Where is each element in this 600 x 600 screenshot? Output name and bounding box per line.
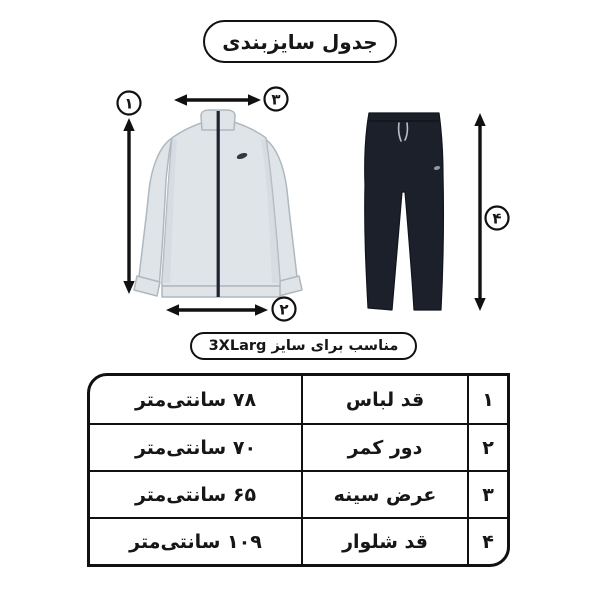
size-chart-title: [203, 20, 397, 63]
callout-3: [265, 88, 288, 111]
table-row: [90, 423, 507, 470]
measure-label-cell: دور کمر: [301, 425, 467, 470]
measure-value-cell: ۱۰۹ سانتی‌متر: [129, 530, 262, 553]
size-note: [190, 332, 417, 360]
row-number-cell: ۴: [467, 519, 507, 564]
row-number-cell: ۳: [467, 472, 507, 517]
measure-label-cell: قد شلوار: [301, 519, 467, 564]
table-row: [90, 470, 507, 517]
callout-4-number: ۴: [492, 209, 502, 228]
callout-2: [273, 298, 296, 321]
callout-2-number: ۲: [279, 300, 289, 319]
row-number-cell: ۱: [467, 376, 507, 423]
measure-label-cell: قد لباس: [301, 376, 467, 423]
size-table: [87, 373, 510, 567]
measure-value-cell: ۷۰ سانتی‌متر: [134, 436, 257, 459]
size-chart-title-text: جدول سایزبندی: [222, 29, 378, 54]
table-row: [90, 376, 507, 423]
pants-image: [365, 113, 444, 310]
table-row: [90, 517, 507, 564]
size-diagram: [0, 80, 600, 332]
callout-4: [486, 207, 509, 230]
pants-length-arrow: [474, 113, 485, 311]
chest-width-arrow: [174, 94, 261, 105]
measure-value-cell: ۶۵ سانتی‌متر: [134, 483, 257, 506]
jacket-image: [134, 110, 302, 297]
size-note-text: مناسب برای سایز 3XLarg: [208, 338, 399, 354]
row-number-cell: ۲: [467, 425, 507, 470]
callout-1: [118, 92, 141, 115]
callout-3-number: ۳: [271, 90, 281, 109]
jacket-zipper: [217, 111, 220, 297]
callout-1-number: ۱: [124, 94, 134, 113]
measure-label-cell: عرض سینه: [301, 472, 467, 517]
size-diagram-canvas: [0, 80, 600, 332]
measure-value-cell: ۷۸ سانتی‌متر: [134, 388, 257, 411]
jacket-length-arrow: [123, 118, 134, 294]
hem-width-arrow: [166, 304, 268, 315]
